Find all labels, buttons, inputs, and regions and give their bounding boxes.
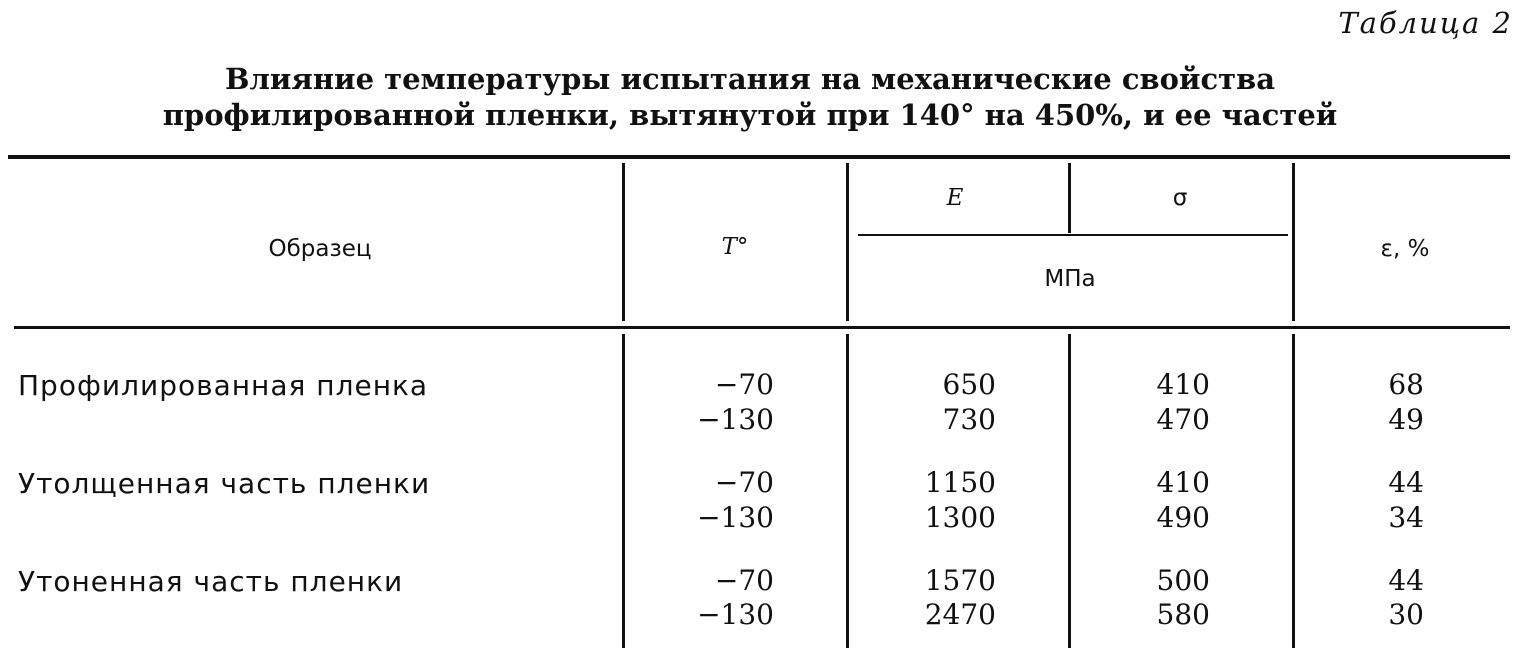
header-elongation: ε, %: [1380, 236, 1430, 262]
cell-elastic-modulus: 1150: [924, 466, 996, 499]
cell-temperature: −70: [714, 564, 774, 597]
cell-strength: 580: [1156, 598, 1210, 631]
cell-elastic-modulus: 1570: [924, 564, 996, 597]
row-sample-name: Профилированная пленка: [18, 369, 429, 402]
top-rule: [8, 155, 1510, 159]
header-temperature: T°: [721, 234, 749, 260]
cell-strength: 410: [1156, 368, 1210, 401]
header-unit: МПа: [1044, 266, 1096, 292]
cell-elastic-modulus: 1300: [924, 501, 996, 534]
cell-elongation: 34: [1388, 501, 1424, 534]
column-divider: [622, 163, 625, 321]
cell-temperature: −70: [714, 368, 774, 401]
header-elastic-modulus: E: [946, 185, 964, 211]
header-strength: σ: [1172, 185, 1188, 211]
column-divider: [1292, 334, 1295, 648]
table-number: Таблица 2: [1338, 6, 1513, 40]
cell-temperature: −130: [697, 403, 774, 436]
row-sample-name: Утоненная часть пленки: [18, 565, 404, 598]
header-sample: Образец: [268, 236, 372, 262]
cell-elongation: 30: [1388, 598, 1424, 631]
unit-rule: [858, 234, 1288, 236]
header-rule: [14, 326, 1510, 329]
table-title-line-1: Влияние температуры испытания на механические свойства: [224, 62, 1276, 96]
cell-elongation: 44: [1388, 466, 1424, 499]
cell-temperature: −70: [714, 466, 774, 499]
cell-strength: 500: [1156, 564, 1210, 597]
column-divider: [846, 334, 849, 648]
row-sample-name: Утолщенная часть пленки: [18, 467, 431, 500]
cell-elastic-modulus: 2470: [924, 598, 996, 631]
column-divider: [622, 334, 625, 648]
cell-elongation: 68: [1388, 368, 1424, 401]
cell-strength: 410: [1156, 466, 1210, 499]
cell-temperature: −130: [697, 501, 774, 534]
column-divider: [1068, 163, 1071, 233]
cell-elastic-modulus: 650: [942, 368, 996, 401]
cell-elongation: 49: [1388, 403, 1424, 436]
cell-strength: 470: [1156, 403, 1210, 436]
cell-elastic-modulus: 730: [942, 403, 996, 436]
column-divider: [1292, 163, 1295, 321]
column-divider: [1068, 334, 1071, 648]
cell-temperature: −130: [697, 598, 774, 631]
cell-elongation: 44: [1388, 564, 1424, 597]
table-title-line-2: профилированной пленки, вытянутой при 140° на 450%, и ее частей: [162, 98, 1338, 132]
column-divider: [846, 163, 849, 321]
cell-strength: 490: [1156, 501, 1210, 534]
